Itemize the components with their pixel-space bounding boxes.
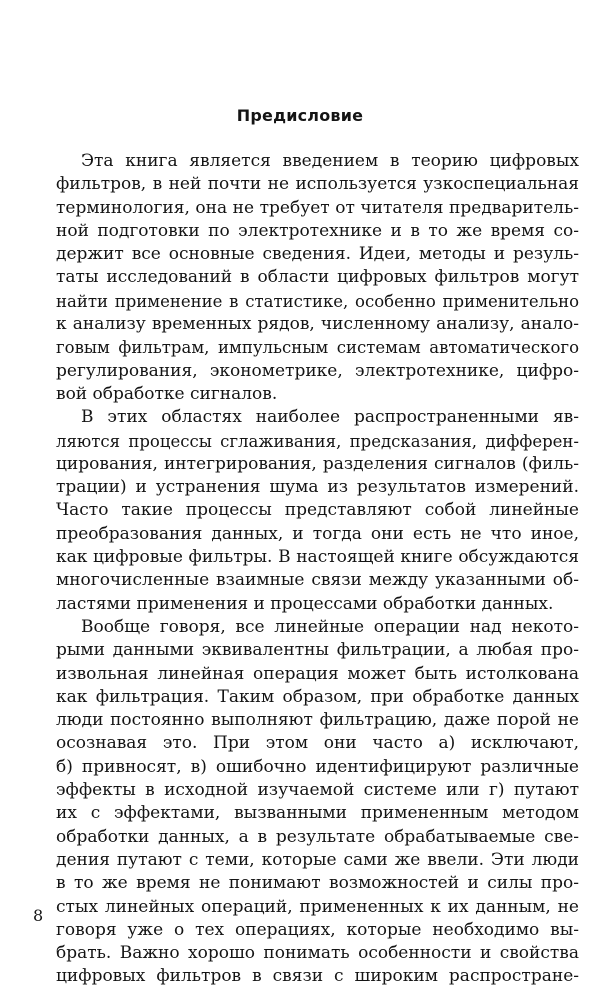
text-line: Эта книга является введением в теорию цифровых — [81, 151, 579, 171]
preface-body-text — [56, 150, 579, 989]
text-line: брать. Важно хорошо понимать особенности и свойства — [56, 943, 579, 964]
text-line: эффекты в исходной изучаемой системе или г) путают — [56, 780, 579, 801]
text-line: цифровых фильтров в связи с широким распростране- — [56, 966, 579, 987]
text-line: к анализу временных рядов, численному анализу, анало- — [56, 314, 579, 335]
page-number: 8 — [33, 906, 44, 925]
text-line: дения путают с теми, которые сами же ввели. Эти люди — [56, 849, 579, 870]
text-line: найти применение в статистике, особенно применительно — [56, 291, 579, 311]
text-line: осознавая это. При этом они часто а) исключают, — [56, 733, 579, 754]
chapter-title: Предисловие — [236, 106, 364, 125]
text-line: извольная линейная операция может быть истолкована — [56, 663, 579, 684]
text-line: Часто такие процессы представляют собой линейные — [56, 500, 579, 521]
text-line: как фильтрация. Таким образом, при обработке данных — [56, 686, 579, 707]
text-line: цирования, интегрирования, разделения сигналов (филь- — [56, 453, 579, 474]
text-line: Вообще говоря, все линейные операции над некото- — [81, 616, 579, 637]
text-line: ляются процессы сглаживания, предсказания, дифферен- — [56, 431, 579, 451]
text-line: их с эффектами, вызванными примененным методом — [56, 803, 579, 824]
text-line: многочисленные взаимные связи между указанными об- — [56, 570, 579, 591]
text-line: ной подготовки по электротехнике и в то же время со- — [56, 220, 579, 241]
text-line: обработки данных, а в результате обрабатываемые све- — [56, 826, 579, 847]
text-line: рыми данными эквивалентны фильтрации, а любая про- — [56, 640, 579, 661]
text-line: фильтров, в ней почти не используется узкоспециальная — [56, 174, 579, 195]
text-line: люди постоянно выполняют фильтрацию, даже порой не — [56, 710, 579, 731]
text-line: вой обработке сигналов. — [56, 383, 278, 404]
text-line: таты исследований в области цифровых фильтров могут — [56, 267, 579, 288]
text-line: держит все основные сведения. Идеи, методы и резуль- — [56, 244, 579, 265]
text-line: регулирования, эконометрике, электротехнике, цифро- — [56, 360, 579, 381]
text-line: в то же время не понимают возможностей и силы про- — [56, 873, 579, 894]
text-line: преобразования данных, и тогда они есть не что иное, — [56, 523, 579, 544]
text-line: говым фильтрам, импульсным системам автоматического — [56, 338, 579, 358]
text-line: говоря уже о тех операциях, которые необходимо вы- — [56, 919, 579, 940]
text-line: стых линейных операций, примененных к их данным, не — [56, 896, 579, 917]
text-line: В этих областях наиболее распространенными яв- — [81, 407, 579, 428]
text-line: трации) и устранения шума из результатов измерений. — [56, 477, 579, 498]
text-line: терминология, она не требует от читателя предваритель- — [56, 197, 579, 218]
text-line: ластями применения и процессами обработки данных. — [56, 593, 554, 614]
text-line: б) привносят, в) ошибочно идентифицируют различные — [56, 756, 579, 777]
text-line: как цифровые фильтры. В настоящей книге обсуждаются — [56, 547, 579, 568]
